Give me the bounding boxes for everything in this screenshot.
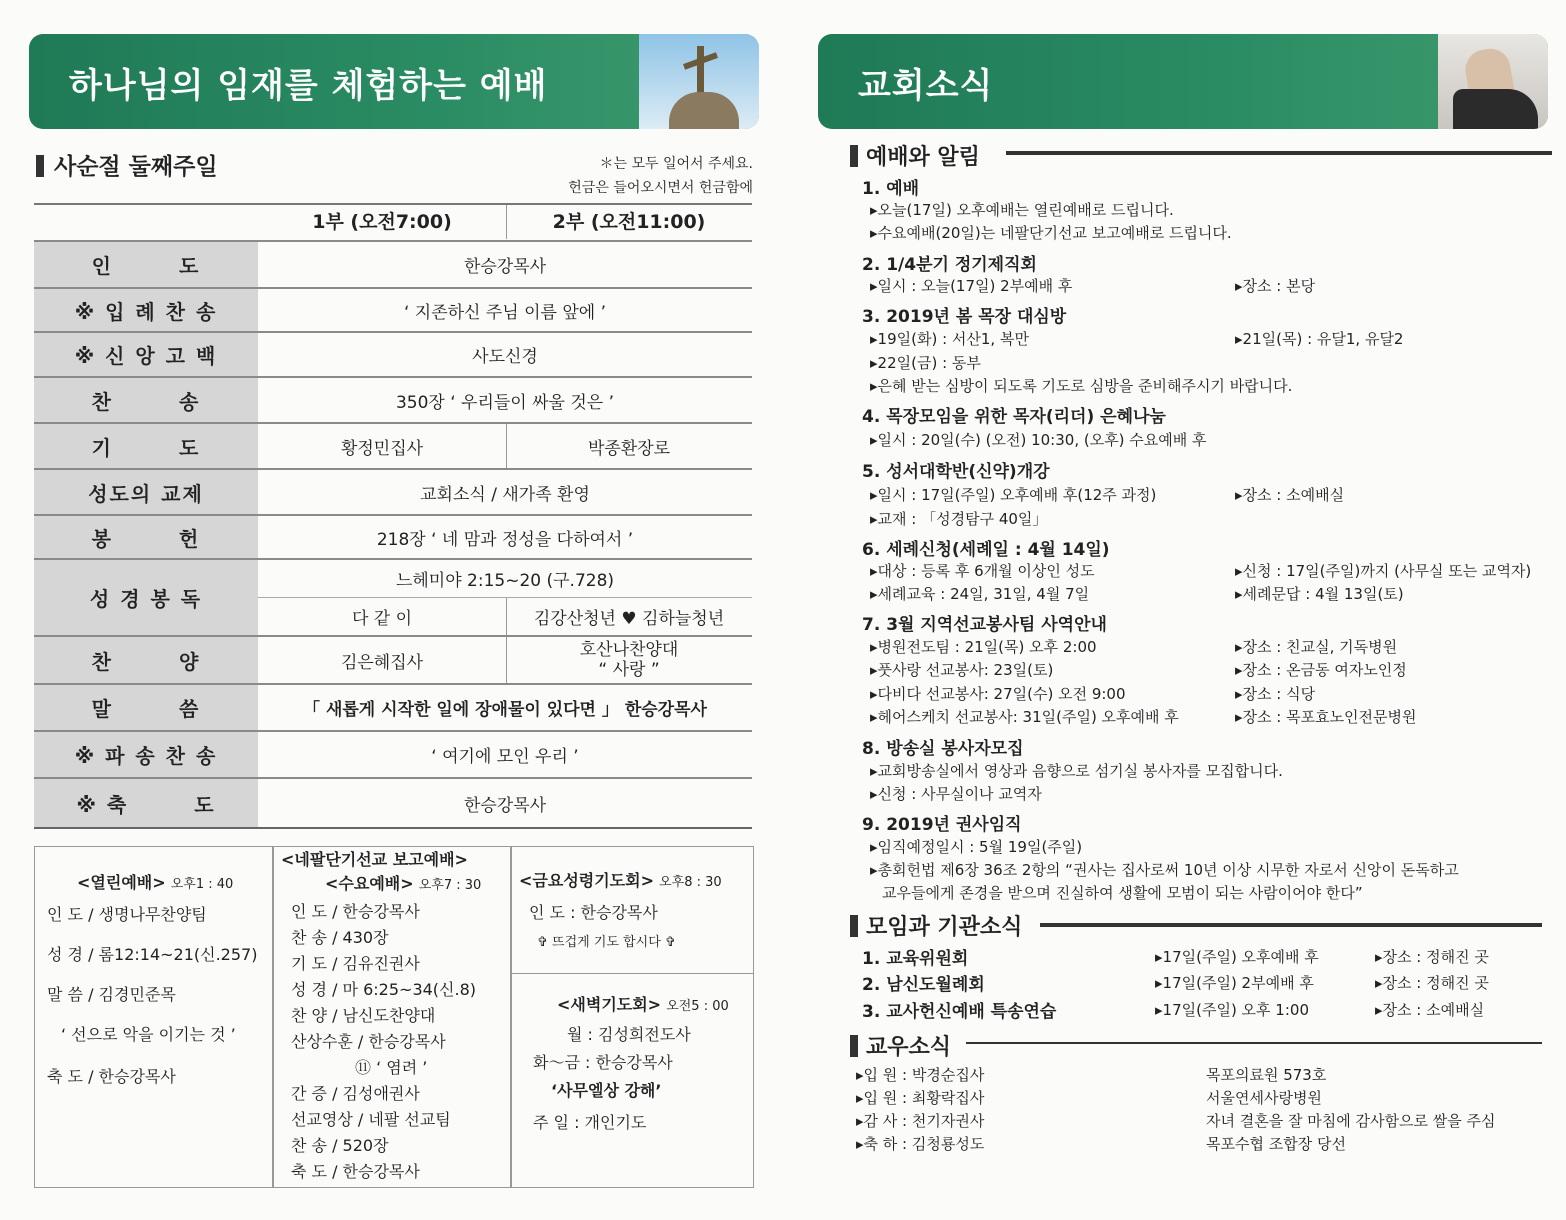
wednesday-title: <네팔단기선교 보고예배> — [281, 850, 468, 869]
notice-heading: 3. 2019년 봄 목장 대심방 — [862, 307, 1067, 327]
notice-line: ▸오늘(17일) 오후예배는 열린예배로 드립니다. — [870, 201, 1174, 219]
member-detail: 목포의료원 573호 — [1206, 1066, 1327, 1084]
value-scripture-2: 김강산청년 ♥ 김하늘청년 — [533, 609, 725, 629]
dawn-time: 오전5 : 00 — [666, 999, 729, 1014]
section-meetings — [850, 910, 1022, 941]
meeting-when: ▸17일(주일) 2부예배 후 — [1155, 974, 1314, 992]
notice-line: ▸장소 : 본당 — [1235, 277, 1316, 295]
section-title — [36, 148, 218, 181]
row-label-leader: 인 도 — [34, 242, 258, 287]
section-members-title: 교우소식 — [866, 1035, 952, 1060]
notice-line: ▸장소 : 친교실, 기독병원 — [1235, 638, 1398, 656]
notice-line: ▸일시 : 17일(주일) 오후예배 후(12주 과정) — [870, 486, 1157, 504]
col-header-1: 1부 (오전7:00) — [312, 211, 452, 233]
notice-line: ▸은혜 받는 심방이 되도록 기도로 심방을 준비해주시기 바랍니다. — [870, 377, 1293, 395]
choir-name: 호산나찬양대 — [579, 640, 679, 660]
notice-heading: 2. 1/4분기 정기제직회 — [862, 255, 1037, 275]
member-line: ▸입 원 : 최황락집사 — [856, 1089, 985, 1107]
wednesday-line: 산상수훈 / 한승강목사 — [291, 1032, 446, 1051]
open-worship-title: <열린예배> — [77, 873, 166, 892]
notice-heading: 7. 3월 지역선교봉사팀 사역안내 — [862, 615, 1107, 635]
dawn-line: ‘사무엘상 강해’ — [551, 1081, 662, 1100]
friday-line: ✞ 뜨겁게 기도 합시다 ✞ — [537, 935, 676, 950]
open-worship-line: 축 도 / 한승강목사 — [47, 1067, 176, 1086]
wednesday-line: 기 도 / 김유진권사 — [291, 954, 420, 973]
note-line-2: 헌금은 들어오시면서 헌금함에 — [568, 180, 753, 196]
friday-line: 인 도 : 한승강목사 — [529, 903, 658, 922]
notice-line: ▸신청 : 17일(주일)까지 (사무실 또는 교역자) — [1235, 562, 1532, 580]
wednesday-line: 찬 송 / 430장 — [291, 928, 389, 947]
notice-heading: 1. 예배 — [862, 179, 920, 199]
notice-line: ▸일시 : 20일(수) (오전) 10:30, (오후) 수요예배 후 — [870, 431, 1207, 449]
value-fellowship: 교회소식 / 새가족 환영 — [420, 484, 590, 505]
wednesday-line: 찬 송 / 520장 — [291, 1136, 389, 1155]
value-creed: 사도신경 — [472, 347, 538, 367]
member-detail: 목포수협 조합장 당선 — [1206, 1135, 1346, 1153]
right-banner-title: 교회소식 — [858, 66, 994, 106]
member-line: ▸입 원 : 박경순집사 — [856, 1066, 985, 1084]
open-worship-line: 말 씀 / 김경민준목 — [47, 985, 176, 1004]
meeting-when: ▸17일(주일) 오후 1:00 — [1155, 1001, 1309, 1019]
value-offering: 218장 ‘ 네 맘과 정성을 다하여서 ’ — [376, 529, 634, 550]
dawn-line: 화～금 : 한승강목사 — [533, 1053, 673, 1072]
value-sermon — [258, 685, 752, 730]
cross-tower-image — [639, 34, 759, 129]
notice-line: ▸헤어스케치 선교봉사: 31일(주일) 오후예배 후 — [870, 708, 1179, 726]
notice-heading: 9. 2019년 권사임직 — [862, 815, 1022, 835]
section-members — [850, 1030, 951, 1061]
wednesday-line: 축 도 / 한승강목사 — [291, 1162, 420, 1181]
open-worship-line: ‘ 선으로 악을 이기는 것 ’ — [61, 1025, 236, 1044]
meeting-where: ▸장소 : 정해진 곳 — [1375, 948, 1489, 966]
section-meetings-title: 모임과 기관소식 — [866, 915, 1023, 940]
member-line: ▸감 사 : 천기자권사 — [856, 1112, 985, 1130]
row-label-sermon: 말 씀 — [34, 685, 258, 730]
section-worship-notices — [850, 140, 980, 171]
notice-line: ▸세례교육 : 24일, 31일, 4월 7일 — [870, 585, 1090, 603]
friday-time: 오후8 : 30 — [659, 875, 722, 890]
row-label-hymn: 찬 송 — [34, 378, 258, 422]
notice-heading: 5. 성서대학반(신약)개강 — [862, 462, 1050, 482]
wednesday-line: 간 증 / 김성애권사 — [291, 1084, 420, 1103]
wednesday-line: 인 도 / 한승강목사 — [291, 902, 420, 921]
member-detail: 자녀 결혼을 잘 마침에 감사함으로 쌀을 주심 — [1206, 1112, 1496, 1130]
value-praise-1: 김은혜집사 — [340, 652, 424, 673]
notice-line: ▸일시 : 오늘(17일) 2부예배 후 — [870, 277, 1073, 295]
notice-line: ▸교재 : 「성경탐구 40일」 — [870, 510, 1048, 528]
notice-line: ▸22일(금) : 동부 — [870, 354, 981, 372]
dawn-line: 월 : 김성희전도사 — [567, 1025, 691, 1044]
value-scripture: 느헤미야 2:15~20 (구.728) — [395, 571, 615, 591]
value-entrance-hymn: ‘ 지존하신 주님 이름 앞에 ’ — [403, 302, 607, 323]
section-title-text: 사순절 둘째주일 — [54, 154, 218, 180]
note-line-1: ＊는 모두 일어서 주세요. — [599, 156, 753, 172]
open-worship-line: 인 도 / 생명나무찬양팀 — [47, 905, 207, 924]
notice-line: ▸세례문답 : 4월 13일(토) — [1235, 585, 1404, 603]
meeting-name: 1. 교육위원회 — [862, 949, 969, 969]
notice-line: ▸병원전도팀 : 21일(목) 오후 2:00 — [870, 638, 1097, 656]
row-label-prayer: 기 도 — [34, 424, 258, 468]
value-sending-hymn: ‘ 여기에 모인 우리 ’ — [431, 747, 579, 767]
row-label-scripture: 성 경 봉 독 — [34, 560, 258, 635]
wednesday-worship-box — [272, 846, 512, 1188]
notice-line: ▸장소 : 온금동 여자노인정 — [1235, 661, 1407, 679]
wednesday-subtitle: <수요예배> — [325, 874, 414, 893]
value-prayer-2: 박종환장로 — [587, 438, 671, 459]
meeting-name: 2. 남신도월례회 — [862, 975, 985, 995]
wednesday-line: 찬 양 / 남신도찬양대 — [291, 1006, 436, 1025]
notice-heading: 8. 방송실 봉사자모집 — [862, 739, 1024, 759]
dawn-title: <새벽기도회> — [557, 995, 662, 1014]
wednesday-line: 성 경 / 마 6:25~34(신.8) — [291, 980, 477, 999]
row-label-praise: 찬 양 — [34, 637, 258, 683]
value-scripture-1: 다 같 이 — [351, 609, 413, 629]
row-label-fellowship: 성도의 교제 — [34, 470, 258, 514]
notice-line: ▸다비다 선교봉사: 27일(수) 오전 9:00 — [870, 685, 1126, 703]
right-banner — [818, 34, 1548, 129]
open-worship-line: 성 경 / 롬12:14~21(신.257) — [47, 945, 258, 964]
left-banner-title: 하나님의 임재를 체험하는 예배 — [69, 66, 548, 106]
notice-line: ▸임직예정일시 : 5월 19일(주일) — [870, 838, 1083, 856]
member-detail: 서울연세사랑병원 — [1206, 1089, 1322, 1107]
sermon-preacher: 한승강목사 — [624, 700, 707, 720]
notice-line: ▸21일(목) : 유달1, 유달2 — [1235, 330, 1404, 348]
value-benediction: 한승강목사 — [463, 795, 547, 816]
friday-title: <금요성령기도회> — [519, 871, 655, 890]
notice-line: ▸19일(화) : 서산1, 복만 — [870, 330, 1029, 348]
choir-song: “ 사랑 ” — [598, 660, 660, 680]
left-banner — [29, 34, 759, 129]
notice-line: ▸수요예배(20일)는 네팔단기선교 보고예배로 드립니다. — [870, 224, 1232, 242]
value-praise-2 — [506, 637, 752, 683]
meeting-where: ▸장소 : 소예배실 — [1375, 1001, 1485, 1019]
stand-note — [568, 152, 753, 200]
notice-line: ▸풋사랑 선교봉사: 23일(토) — [870, 661, 1054, 679]
value-prayer-1: 황정민집사 — [340, 438, 424, 459]
wednesday-line: 선교영상 / 네팔 선교팀 — [291, 1110, 451, 1129]
sermon-title: 「 새롭게 시작한 일에 장애물이 있다면 」 — [303, 700, 619, 720]
notice-line: ▸교회방송실에서 영상과 음향으로 섬기실 봉사자를 모집합니다. — [870, 762, 1283, 780]
notice-heading: 4. 목장모임을 위한 목자(리더) 은혜나눔 — [862, 407, 1166, 427]
notice-line: 교우들에게 존경을 받으며 진실하여 생활에 모범이 되는 사람이어야 한다” — [882, 884, 1363, 902]
notice-line: ▸장소 : 소예배실 — [1235, 486, 1345, 504]
row-label-benediction: ※ 축 도 — [34, 779, 258, 827]
open-worship-box — [34, 846, 274, 1188]
row-label-entrance-hymn: ※ 입 례 찬 송 — [34, 289, 258, 331]
row-label-creed: ※ 신 앙 고 백 — [34, 333, 258, 376]
notice-line: ▸대상 : 등록 후 6개월 이상인 성도 — [870, 562, 1095, 580]
value-leader: 한승강목사 — [463, 257, 547, 277]
wednesday-time: 오후7 : 30 — [418, 878, 482, 893]
dawn-line: 주 일 : 개인기도 — [533, 1113, 647, 1132]
member-line: ▸축 하 : 김청룡성도 — [856, 1135, 985, 1153]
open-worship-time: 오후1 : 40 — [170, 877, 234, 892]
notice-line: ▸장소 : 목포효노인전문병원 — [1235, 708, 1417, 726]
wednesday-line: ⑪ ‘ 염려 ’ — [355, 1058, 428, 1077]
row-label-sending-hymn: ※ 파 송 찬 송 — [34, 732, 258, 777]
col-header-2: 2부 (오전11:00) — [552, 211, 706, 233]
meeting-when: ▸17일(주일) 오후예배 후 — [1155, 948, 1319, 966]
section-worship-title: 예배와 알림 — [866, 145, 980, 170]
meeting-where: ▸장소 : 정해진 곳 — [1375, 974, 1489, 992]
notice-line: ▸총회헌법 제6장 36조 2항의 “권사는 집사로써 10년 이상 시무한 자로서 신앙이 돈독하고 — [870, 861, 1459, 879]
row-label-offering: 봉 헌 — [34, 516, 258, 558]
notice-line: ▸장소 : 식당 — [1235, 685, 1316, 703]
notice-line: ▸신청 : 사무실이나 교역자 — [870, 785, 1042, 803]
meeting-name: 3. 교사헌신예배 특송연습 — [862, 1002, 1057, 1022]
notice-heading: 6. 세례신청(세례일 : 4월 14일) — [862, 540, 1110, 560]
value-hymn: 350장 ‘ 우리들이 싸울 것은 ’ — [395, 392, 615, 413]
prayer-meeting-box — [510, 846, 754, 1188]
praying-hands-image — [1438, 34, 1548, 129]
